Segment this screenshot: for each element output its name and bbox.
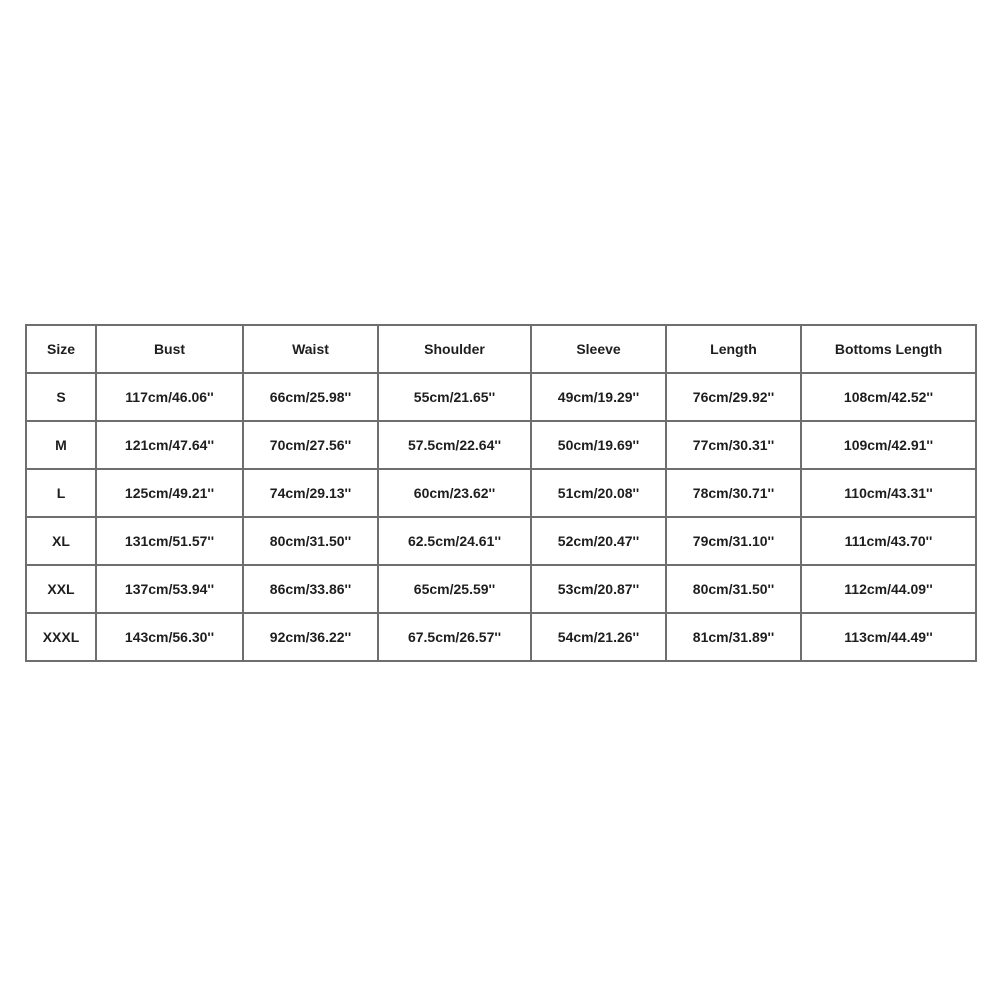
sleeve-cell: 50cm/19.69'' xyxy=(531,421,666,469)
length-cell: 80cm/31.50'' xyxy=(666,565,801,613)
table-row xyxy=(26,373,976,421)
shoulder-cell: 60cm/23.62'' xyxy=(378,469,531,517)
bust-cell: 117cm/46.06'' xyxy=(96,373,243,421)
size-cell: S xyxy=(26,373,96,421)
bottoms-length-cell: 110cm/43.31'' xyxy=(801,469,976,517)
bust-cell: 121cm/47.64'' xyxy=(96,421,243,469)
length-cell: 76cm/29.92'' xyxy=(666,373,801,421)
size-chart-table xyxy=(25,324,977,662)
header-waist: Waist xyxy=(243,325,378,373)
header-bust: Bust xyxy=(96,325,243,373)
shoulder-cell: 67.5cm/26.57'' xyxy=(378,613,531,661)
shoulder-cell: 55cm/21.65'' xyxy=(378,373,531,421)
header-sleeve: Sleeve xyxy=(531,325,666,373)
header-length: Length xyxy=(666,325,801,373)
size-cell: L xyxy=(26,469,96,517)
header-row xyxy=(26,325,976,373)
header-bottoms-length: Bottoms Length xyxy=(801,325,976,373)
size-cell: XXL xyxy=(26,565,96,613)
bust-cell: 143cm/56.30'' xyxy=(96,613,243,661)
shoulder-cell: 65cm/25.59'' xyxy=(378,565,531,613)
header-size: Size xyxy=(26,325,96,373)
table-row xyxy=(26,517,976,565)
bust-cell: 131cm/51.57'' xyxy=(96,517,243,565)
waist-cell: 86cm/33.86'' xyxy=(243,565,378,613)
waist-cell: 80cm/31.50'' xyxy=(243,517,378,565)
length-cell: 78cm/30.71'' xyxy=(666,469,801,517)
shoulder-cell: 62.5cm/24.61'' xyxy=(378,517,531,565)
bottoms-length-cell: 112cm/44.09'' xyxy=(801,565,976,613)
sleeve-cell: 54cm/21.26'' xyxy=(531,613,666,661)
sleeve-cell: 52cm/20.47'' xyxy=(531,517,666,565)
bottoms-length-cell: 109cm/42.91'' xyxy=(801,421,976,469)
sleeve-cell: 53cm/20.87'' xyxy=(531,565,666,613)
bottoms-length-cell: 111cm/43.70'' xyxy=(801,517,976,565)
waist-cell: 92cm/36.22'' xyxy=(243,613,378,661)
sleeve-cell: 49cm/19.29'' xyxy=(531,373,666,421)
bust-cell: 125cm/49.21'' xyxy=(96,469,243,517)
bottoms-length-cell: 113cm/44.49'' xyxy=(801,613,976,661)
header-shoulder: Shoulder xyxy=(378,325,531,373)
length-cell: 79cm/31.10'' xyxy=(666,517,801,565)
table-row xyxy=(26,565,976,613)
waist-cell: 66cm/25.98'' xyxy=(243,373,378,421)
bust-cell: 137cm/53.94'' xyxy=(96,565,243,613)
size-cell: XL xyxy=(26,517,96,565)
waist-cell: 70cm/27.56'' xyxy=(243,421,378,469)
size-cell: M xyxy=(26,421,96,469)
length-cell: 81cm/31.89'' xyxy=(666,613,801,661)
shoulder-cell: 57.5cm/22.64'' xyxy=(378,421,531,469)
bottoms-length-cell: 108cm/42.52'' xyxy=(801,373,976,421)
waist-cell: 74cm/29.13'' xyxy=(243,469,378,517)
table-row xyxy=(26,421,976,469)
length-cell: 77cm/30.31'' xyxy=(666,421,801,469)
sleeve-cell: 51cm/20.08'' xyxy=(531,469,666,517)
size-cell: XXXL xyxy=(26,613,96,661)
table-row xyxy=(26,469,976,517)
table-row xyxy=(26,613,976,661)
